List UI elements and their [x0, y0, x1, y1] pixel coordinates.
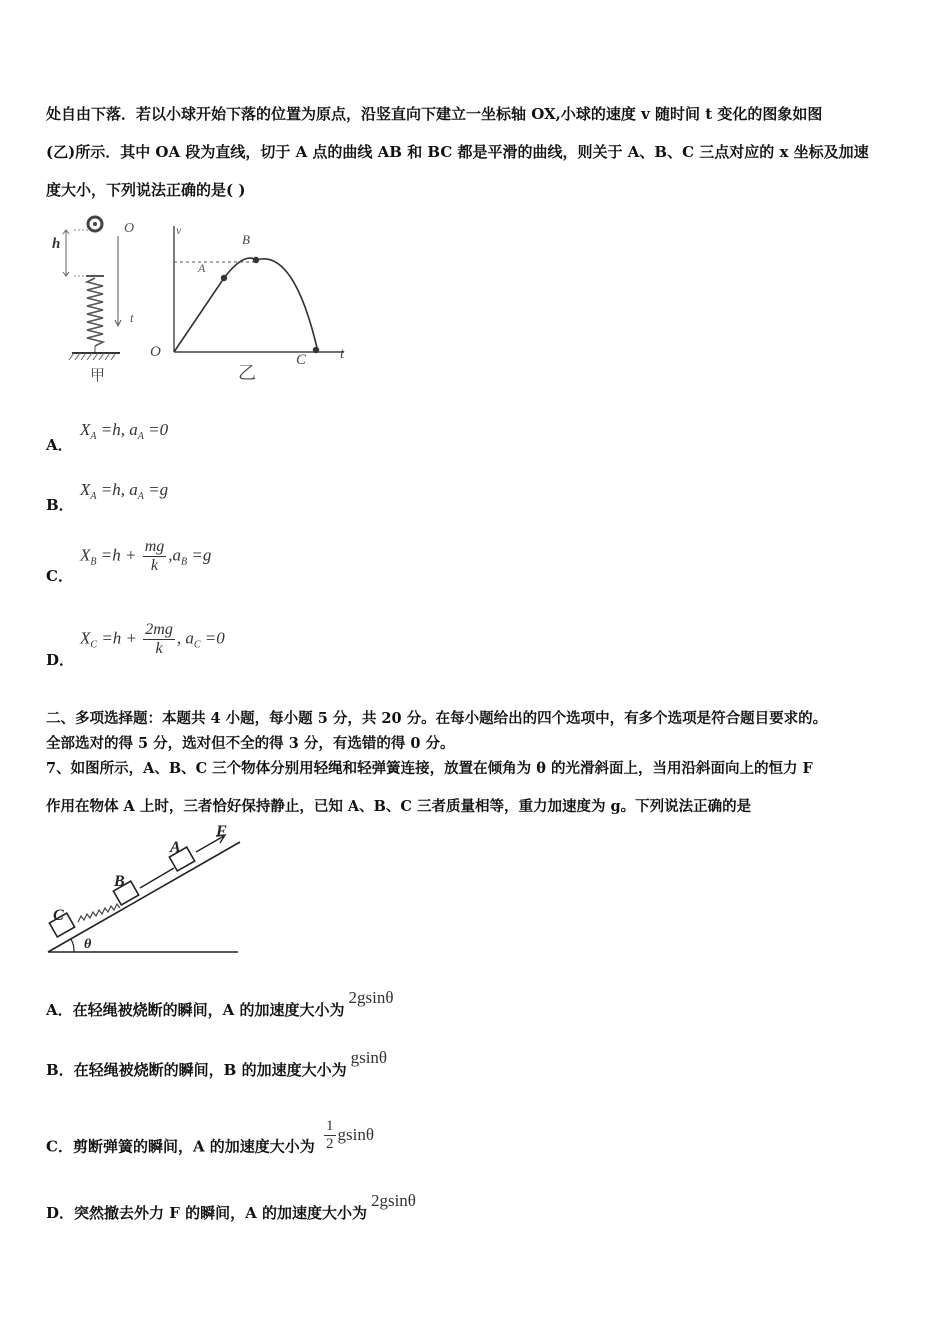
q6-option-c-formula: $X_B =h$ + $\frac{mg}{k}$ $,a_B =g$ — [80, 538, 212, 574]
q7-option-d: D．突然撤去外力 F 的瞬间，A 的加速度大小为2gsinθ — [46, 1191, 416, 1222]
section2-header-2: 全部选对的得 5 分，选对但不全的得 3 分，有选错的得 0 分。 — [46, 735, 455, 752]
q6-option-c-label: C． — [46, 567, 73, 585]
q6-option-d-label: D． — [46, 651, 75, 669]
q6-line-1: 处自由下落．若以小球开始下落的位置为原点，沿竖直向下建立一坐标轴 OX,小球的速度 v 随时间 t 变化的图象如图 — [46, 105, 823, 123]
q6-line-3: 度大小，下列说法正确的是( ) — [46, 181, 246, 199]
spring-icon — [87, 278, 103, 346]
q6-option-b-formula: $X_A =h$, $a_A =g$ — [80, 480, 169, 502]
q6-figure — [44, 212, 364, 384]
q6-option-a-formula: $X_A =h$, $a_A =0$ — [80, 420, 169, 442]
q6-option-b-label: B． — [46, 496, 74, 514]
q6-option-d-formula: $X_C =h$ + $\frac{2mg}{k}$ , $a_C =0$ — [80, 621, 225, 657]
label-o: O — [150, 344, 161, 360]
label-f: F — [216, 823, 227, 840]
q7-option-b: B．在轻绳被烧断的瞬间，B 的加速度大小为gsinθ — [46, 1048, 388, 1079]
spring-icon — [78, 904, 120, 922]
vt-curve — [174, 258, 318, 352]
label-theta: θ — [84, 937, 92, 952]
axis-v: v — [176, 223, 182, 237]
label-c: C — [296, 352, 307, 368]
label-b: B — [242, 232, 250, 247]
q6-option-a-label: A． — [46, 436, 73, 454]
label-o-left: O — [124, 221, 135, 236]
q7-line-1: 7、如图所示，A、B、C 三个物体分别用轻绳和轻弹簧连接，放置在倾角为 θ 的光滑斜面上，当用沿斜面向上的恒力 F — [46, 760, 813, 777]
caption-jia: 甲 — [90, 368, 106, 384]
q7-option-c: C．剪断弹簧的瞬间，A 的加速度大小为 $\frac{1}{2}$ gsinθ — [46, 1118, 375, 1156]
label-b: B — [114, 873, 125, 890]
caption-yi: 乙 — [238, 363, 256, 383]
label-x: t — [130, 310, 134, 325]
q7-line-2: 作用在物体 A 上时，三者恰好保持静止，已知 A、B、C 三者质量相等，重力加速度为 g。下列说法正确的是 — [46, 798, 752, 815]
label-a: A — [170, 839, 181, 856]
q7-option-a: A．在轻绳被烧断的瞬间，A 的加速度大小为2gsinθ — [46, 988, 394, 1019]
axis-t: t — [340, 346, 345, 362]
label-h: h — [52, 236, 61, 252]
label-a: A — [198, 261, 206, 275]
q7-figure — [44, 822, 244, 958]
q6-line-2: (乙)所示．其中 OA 段为直线，切于 A 点的曲线 AB 和 BC 都是平滑的曲线，则关于 A、B、C 三点对应的 x 坐标及加速 — [46, 143, 869, 161]
label-c: C — [53, 907, 64, 924]
section2-header-1: 二、多项选择题：本题共 4 小题，每小题 5 分，共 20 分。在每小题给出的四个选项中，有多个选项是符合题目要求的。 — [46, 710, 828, 727]
